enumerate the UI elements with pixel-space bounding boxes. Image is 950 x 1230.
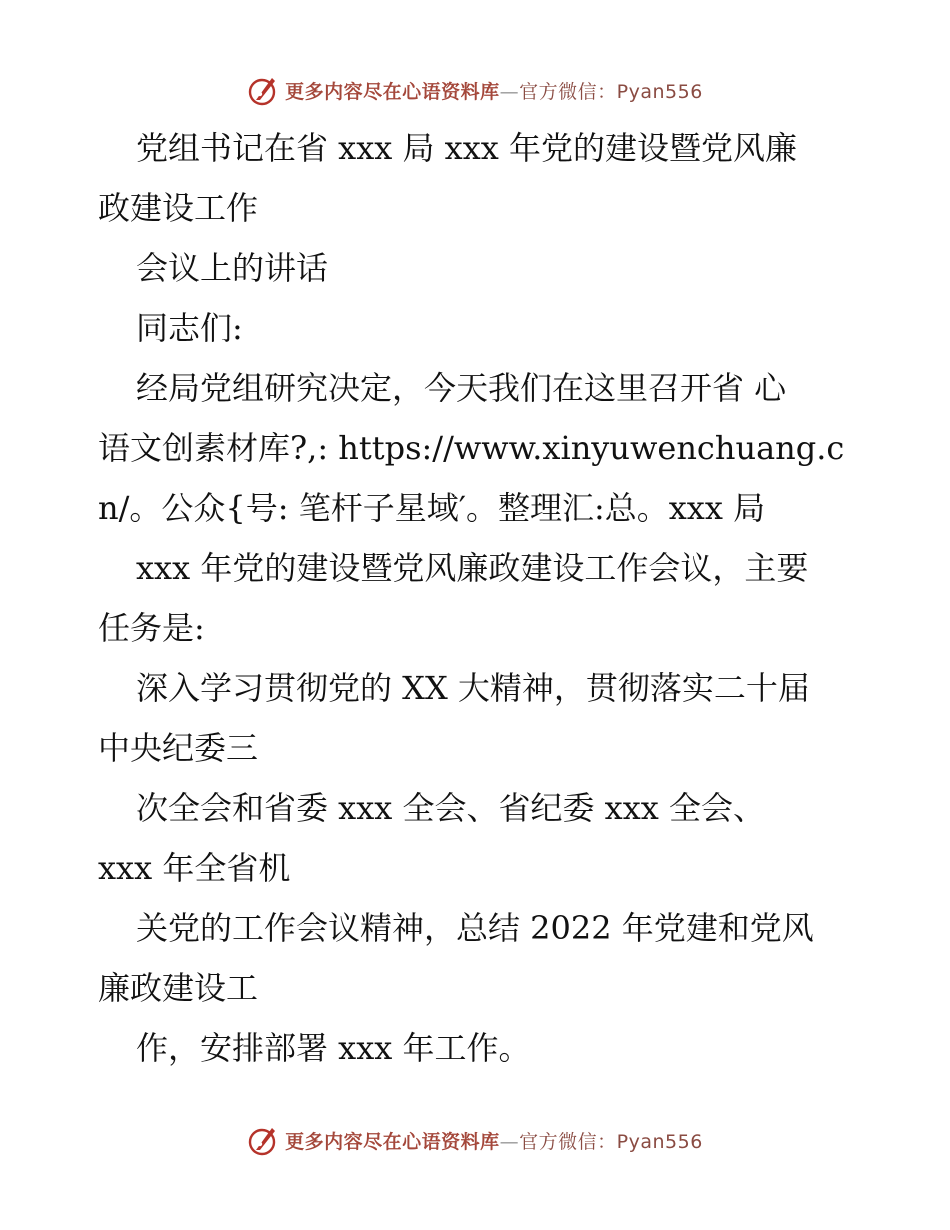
doc-line: 政建设工作: [98, 189, 259, 227]
doc-line: 会议上的讲话: [136, 249, 329, 287]
doc-line: 语文创素材库?,: https://www.xinyuwenchuang.c: [98, 429, 845, 467]
doc-line: 任务是:: [98, 609, 205, 647]
doc-line: 党组书记在省 xxx 局 xxx 年党的建设暨党风廉: [136, 129, 797, 167]
doc-line: 经局党组研究决定，今天我们在这里召开省 心: [136, 369, 787, 407]
banner-contact: 官方微信：Pyan556: [519, 1130, 703, 1153]
banner-separator: —: [499, 80, 520, 103]
doc-line: 关党的工作会议精神，总结 2022 年党建和党风: [136, 909, 814, 947]
banner-text: [285, 77, 703, 104]
doc-line: 次全会和省委 xxx 全会、省纪委 xxx 全会、: [136, 789, 765, 827]
banner-lead: 更多内容尽在心语资料库: [285, 80, 500, 103]
banner-separator: —: [499, 1130, 520, 1153]
doc-line: 深入学习贯彻党的 XX 大精神，贯彻落实二十届: [136, 669, 810, 707]
banner-lead: 更多内容尽在心语资料库: [285, 1130, 500, 1153]
document-body: [98, 118, 858, 1078]
doc-line: 中央纪委三: [98, 729, 259, 767]
banner-text: [285, 1127, 703, 1154]
doc-line: 廉政建设工: [98, 969, 259, 1007]
quill-pen-logo-icon: [247, 73, 281, 107]
doc-line: xxx 年全省机: [98, 849, 291, 887]
banner-contact: 官方微信：Pyan556: [519, 80, 703, 103]
header-banner: [0, 70, 950, 110]
footer-banner: [0, 1120, 950, 1160]
doc-line: 作，安排部署 xxx 年工作。: [136, 1029, 531, 1067]
doc-line: xxx 年党的建设暨党风廉政建设工作会议，主要: [136, 549, 809, 587]
doc-line: n/。公众{号: 笔杆子星域′。整理汇:总。xxx 局: [98, 489, 766, 527]
doc-line: 同志们:: [136, 309, 243, 347]
quill-pen-logo-icon: [247, 1123, 281, 1157]
